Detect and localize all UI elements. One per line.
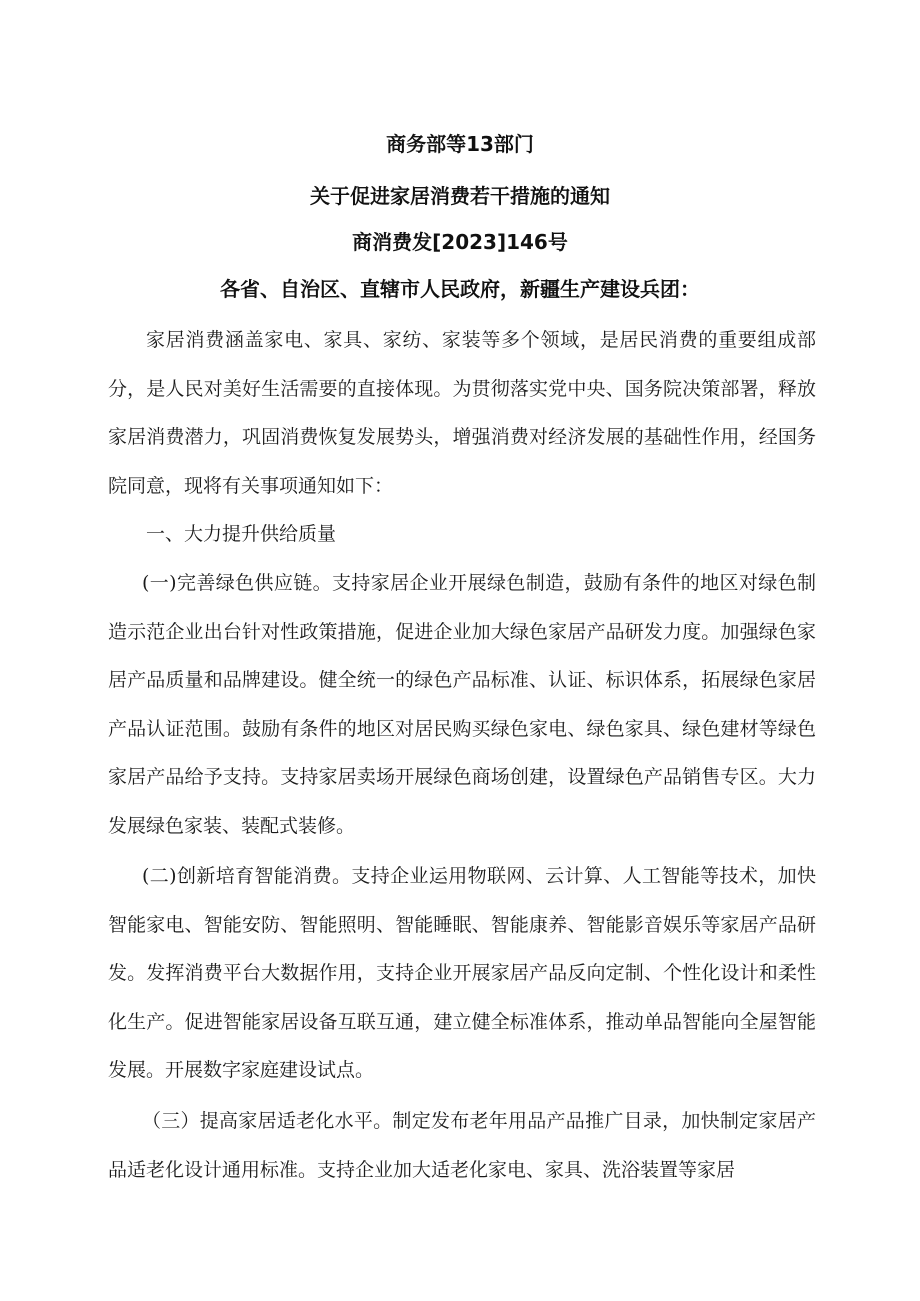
item-2-paragraph xyxy=(108,852,816,1095)
section-heading-block xyxy=(108,510,816,559)
document-number: 商消费发[2023]146号 xyxy=(352,230,568,254)
title-line-2: 关于促进家居消费若干措施的通知 xyxy=(310,184,610,208)
item-1-text: 完善绿色供应链。支持家居企业开展绿色制造，鼓励有条件的地区对绿色制造示范企业出台针对性政策措施，促进企业加大绿色家居产品研发力度。加强绿色家居产品质量和品牌建设。健全统一的绿色产品标准、认证、标识体系，拓展绿色家居产品认证范围。鼓励有条件的地区对居民购买绿色家电、绿色家具、绿色建材等绿色家居产品给予支持。支持家居卖场开展绿色商场创建，设置绿色产品销售专区。大力发展绿色家装、装配式装修。 xyxy=(108,572,816,837)
title-line-1: 商务部等13部门 xyxy=(386,132,534,156)
item-3-number: （三） xyxy=(142,1110,200,1132)
item-2-text: 创新培育智能消费。支持企业运用物联网、云计算、人工智能等技术，加快智能家电、智能安防、智能照明、智能睡眠、智能康养、智能影音娱乐等家居产品研发。发挥消费平台大数据作用，支持企业开展家居产品反向定制、个性化设计和柔性化生产。促进智能家居设备互联互通，建立健全标准体系，推动单品智能向全屋智能发展。开展数字家庭建设试点。 xyxy=(108,865,816,1081)
item-1-number: (一) xyxy=(142,572,177,594)
item-3-text: 提高家居适老化水平。制定发布老年用品产品推广目录，加快制定家居产品适老化设计通用标准。支持企业加大适老化家电、家具、洗浴装置等家居 xyxy=(108,1110,816,1181)
item-3-paragraph xyxy=(108,1097,816,1194)
section-1-heading: 一、大力提升供给质量 xyxy=(146,523,337,545)
intro-paragraph xyxy=(108,316,816,510)
intro-text: 家居消费涵盖家电、家具、家纺、家装等多个领域，是居民消费的重要组成部分，是人民对美好生活需要的直接体现。为贯彻落实党中央、国务院决策部署，释放家居消费潜力，巩固消费恢复发展势头，增强消费对经济发展的基础性作用，经国务院同意，现将有关事项通知如下： xyxy=(108,329,816,497)
addressee: 各省、自治区、直辖市人民政府，新疆生产建设兵团： xyxy=(220,277,700,301)
item-2-number: (二) xyxy=(142,865,177,887)
item-1-paragraph xyxy=(108,559,816,850)
